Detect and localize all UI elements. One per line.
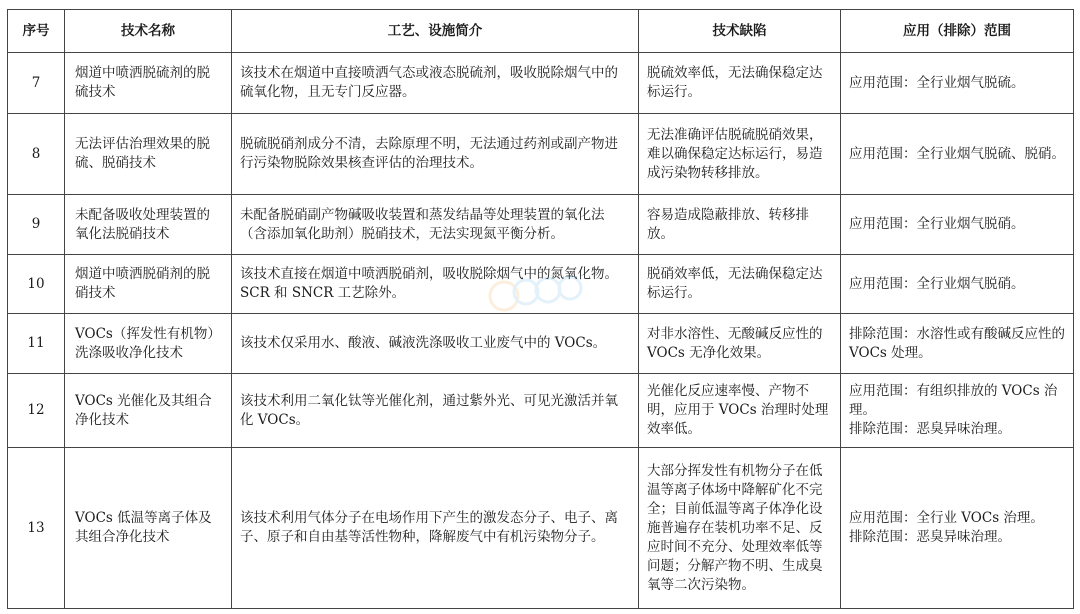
cell-scope: 应用范围：全行业烟气脱硫、脱硝。 [841,114,1074,195]
table-row [8,195,1074,255]
cell-intro: 该技术利用气体分子在电场作用下产生的激发态分子、电子、离子、原子和自由基等活性物种，降解废气中有机污染物分子。 [232,448,639,609]
cell-name: 烟道中喷洒脱硫剂的脱硫技术 [65,53,232,114]
table-row [8,314,1074,374]
header-defect: 技术缺陷 [639,10,841,53]
cell-scope: 应用范围：有组织排放的 VOCs 治理。 排除范围：恶臭异味治理。 [841,374,1074,448]
cell-defect: 容易造成隐蔽排放、转移排放。 [639,195,841,255]
cell-no: 11 [8,314,65,374]
cell-defect: 光催化反应速率慢、产物不明，应用于 VOCs 治理时处理效率低。 [639,374,841,448]
cell-name: 烟道中喷洒脱硝剂的脱硝技术 [65,255,232,314]
cell-intro: 脱硫脱硝剂成分不清，去除原理不明，无法通过药剂或副产物进行污染物脱除效果核查评估的治理技术。 [232,114,639,195]
cell-intro: 该技术利用二氧化钛等光催化剂，通过紫外光、可见光激活并氧化 VOCs。 [232,374,639,448]
table-row [8,114,1074,195]
cell-defect: 脱硝效率低，无法确保稳定达标运行。 [639,255,841,314]
cell-name: VOCs（挥发性有机物）洗涤吸收净化技术 [65,314,232,374]
cell-no: 12 [8,374,65,448]
cell-name: 无法评估治理效果的脱硫、脱硝技术 [65,114,232,195]
technology-table [7,9,1074,609]
cell-no: 10 [8,255,65,314]
header-scope: 应用（排除）范围 [841,10,1074,53]
header-no: 序号 [8,10,65,53]
header-row [8,10,1074,53]
table-row [8,374,1074,448]
cell-intro: 未配备脱硝副产物碱吸收装置和蒸发结晶等处理装置的氧化法（含添加氧化助剂）脱硝技术，无法实现氮平衡分析。 [232,195,639,255]
cell-intro: 该技术在烟道中直接喷洒气态或液态脱硫剂，吸收脱除烟气中的硫氧化物，且无专门反应器。 [232,53,639,114]
table-row [8,448,1074,609]
cell-name: VOCs 低温等离子体及其组合净化技术 [65,448,232,609]
cell-intro: 该技术仅采用水、酸液、碱液洗涤吸收工业废气中的 VOCs。 [232,314,639,374]
table-row [8,53,1074,114]
cell-no: 8 [8,114,65,195]
header-name: 技术名称 [65,10,232,53]
cell-scope: 应用范围：全行业烟气脱硝。 [841,255,1074,314]
cell-defect: 对非水溶性、无酸碱反应性的 VOCs 无净化效果。 [639,314,841,374]
cell-name: 未配备吸收处理装置的氧化法脱硝技术 [65,195,232,255]
cell-no: 13 [8,448,65,609]
cell-scope: 应用范围：全行业 VOCs 治理。 排除范围：恶臭异味治理。 [841,448,1074,609]
cell-defect: 大部分挥发性有机物分子在低温等离子体场中降解矿化不完全；目前低温等离子体净化设施普遍存在装机功率不足、反应时间不充分、处理效率低等问题；分解产物不明、生成臭氧等二次污染物。 [639,448,841,609]
cell-defect: 脱硫效率低，无法确保稳定达标运行。 [639,53,841,114]
cell-scope: 排除范围：水溶性或有酸碱反应性的 VOCs 处理。 [841,314,1074,374]
cell-scope: 应用范围：全行业烟气脱硝。 [841,195,1074,255]
header-intro: 工艺、设施简介 [232,10,639,53]
cell-no: 9 [8,195,65,255]
cell-no: 7 [8,53,65,114]
cell-name: VOCs 光催化及其组合净化技术 [65,374,232,448]
cell-intro: 该技术直接在烟道中喷洒脱硝剂，吸收脱除烟气中的氮氧化物。SCR 和 SNCR 工艺除外。 [232,255,639,314]
cell-scope: 应用范围：全行业烟气脱硫。 [841,53,1074,114]
cell-defect: 无法准确评估脱硫脱硝效果，难以确保稳定达标运行，易造成污染物转移排放。 [639,114,841,195]
table-row [8,255,1074,314]
